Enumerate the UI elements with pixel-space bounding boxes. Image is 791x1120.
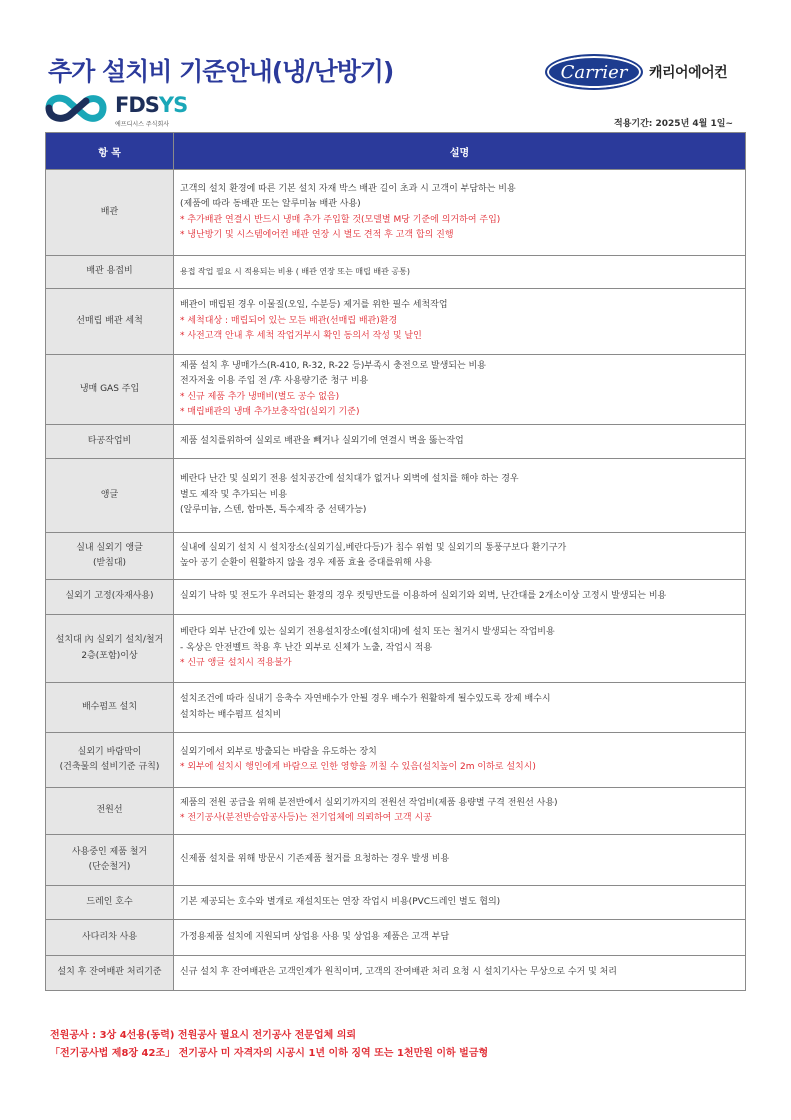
table-row bbox=[46, 256, 746, 289]
row-description bbox=[174, 956, 746, 991]
item-label-line: 사다리차 사용 bbox=[81, 931, 138, 942]
item-label-line: (받침대) bbox=[92, 558, 127, 568]
page-title: 추가 설치비 기준안내(냉/난방기) bbox=[48, 57, 394, 86]
description-line: 베란다 난간 및 실외기 전용 설치공간에 설치대가 없거나 외벽에 설치를 해야 하는 경우 bbox=[180, 474, 519, 485]
fdsys-logo bbox=[45, 91, 187, 128]
table-row bbox=[46, 956, 746, 991]
description-line: 배관이 매립된 경우 이물질(오일, 수분등) 제거를 위한 필수 세척작업 bbox=[180, 300, 448, 311]
row-item-name bbox=[46, 788, 174, 835]
carrier-logo bbox=[545, 54, 727, 90]
description-note-line: * 신규 앵글 설치시 적용불가 bbox=[180, 658, 292, 669]
item-label-line: 배수펌프 설치 bbox=[81, 701, 138, 712]
item-label-line: 실외기 바람막이 bbox=[77, 746, 142, 757]
description-note-line: * 신규 제품 추가 냉매비(별도 공수 없음) bbox=[180, 391, 340, 402]
row-item-name bbox=[46, 886, 174, 920]
row-description bbox=[174, 683, 746, 733]
description-note-line: * 추가배관 연결시 반드시 냉매 추가 주입할 것(모델별 M당 기준에 의거하여 주입) bbox=[180, 214, 501, 225]
item-label-line: 사용중인 제품 철거 bbox=[71, 846, 148, 857]
item-label-line: 냉매 GAS 주입 bbox=[79, 383, 140, 394]
description-line: 제품의 전원 공급을 위해 분전반에서 실외기까지의 전원선 작업비(제품 용량별 구격 전원선 사용) bbox=[180, 797, 558, 808]
carrier-brand-mark: Carrier bbox=[545, 54, 643, 90]
table-header-row bbox=[46, 133, 746, 170]
row-description bbox=[174, 920, 746, 956]
description-line: 제품 설치를위하여 실외로 배관을 빼거나 실외기에 연결시 벽을 뚫는작업 bbox=[180, 435, 464, 446]
table-row bbox=[46, 683, 746, 733]
row-item-name bbox=[46, 425, 174, 459]
item-label-line: (단순철거) bbox=[88, 862, 131, 872]
item-label-line: (건축물의 설비기준 규칙) bbox=[59, 762, 160, 772]
fdsys-infinity-icon bbox=[45, 91, 109, 125]
item-label-line: 전원선 bbox=[96, 805, 123, 816]
row-description bbox=[174, 886, 746, 920]
row-item-name bbox=[46, 920, 174, 956]
row-description bbox=[174, 355, 746, 425]
item-label-line: 2층(포함)이상 bbox=[81, 650, 138, 661]
row-description bbox=[174, 533, 746, 580]
fdsys-company-name: 에프디시스 주식회사 bbox=[115, 121, 170, 128]
row-description bbox=[174, 733, 746, 788]
table-row bbox=[46, 886, 746, 920]
header-item: 항 목 bbox=[46, 133, 174, 170]
description-note-line: * 전기공사(분전반승압공사등)는 전기업체에 의뢰하여 고객 시공 bbox=[180, 813, 432, 823]
description-line: 용접 작업 필요 시 적용되는 비용 ( 배관 연장 또는 매립 배관 공통) bbox=[180, 267, 410, 277]
description-line: 별도 제작 및 추가되는 비용 bbox=[180, 489, 288, 500]
description-line: 기본 제공되는 호수와 별개로 재설치또는 연장 작업시 비용(PVC드레인 별도 협의) bbox=[180, 896, 501, 907]
item-label-line: 타공작업비 bbox=[87, 435, 132, 446]
description-line: 실외기 낙하 및 전도가 우려되는 환경의 경우 컷팅반도를 이용하여 실외기와 외벽, 난간대를 2개소이상 고정시 발생되는 비용 bbox=[180, 591, 667, 602]
row-item-name bbox=[46, 459, 174, 533]
table-row bbox=[46, 459, 746, 533]
row-description bbox=[174, 289, 746, 355]
footer-note: 「전기공사법 제8장 42조」 전기공사 미 자격자의 시공시 1년 이하 징역 또는 1천만원 이하 벌금형 bbox=[50, 1048, 489, 1059]
fdsys-name: FDSYS bbox=[115, 93, 188, 117]
description-line: 설치하는 배수펌프 설치비 bbox=[180, 709, 282, 720]
row-description bbox=[174, 580, 746, 615]
item-label-line: 선매립 배관 세척 bbox=[76, 315, 143, 326]
description-line: 고객의 설치 환경에 따른 기본 설치 자재 박스 배관 길이 초과 시 고객이 부담하는 비용 bbox=[180, 183, 516, 194]
row-item-name bbox=[46, 615, 174, 683]
table-row bbox=[46, 920, 746, 956]
table-row bbox=[46, 788, 746, 835]
table-row bbox=[46, 615, 746, 683]
row-item-name bbox=[46, 533, 174, 580]
table-row bbox=[46, 425, 746, 459]
item-label-line: 드레인 호수 bbox=[86, 896, 133, 907]
description-note-line: * 세척대상 : 매립되어 있는 모든 배관(선매립 배관)환경 bbox=[180, 315, 398, 326]
description-line: 설치조건에 따라 실내기 응축수 자연배수가 안될 경우 배수가 원활하게 될수있도록 장제 배수시 bbox=[180, 694, 551, 704]
footer-notes bbox=[50, 1027, 488, 1063]
row-item-name bbox=[46, 683, 174, 733]
footer-note: 전원공사 : 3상 4선용(동력) 전원공사 필요시 전기공사 전문업체 의뢰 bbox=[50, 1030, 357, 1041]
fee-table bbox=[45, 132, 746, 991]
table-row bbox=[46, 533, 746, 580]
item-label-line: 배관 bbox=[100, 206, 119, 217]
row-item-name bbox=[46, 580, 174, 615]
header-description: 설명 bbox=[174, 133, 746, 170]
description-note-line: * 사전고객 안내 후 세척 작업거부시 확인 동의서 작성 및 날인 bbox=[180, 331, 422, 342]
row-description bbox=[174, 835, 746, 886]
description-line: 신규 설치 후 잔여배관은 고객인계가 원칙이며, 고객의 잔여배관 처리 요청 시 설치기사는 무상으로 수거 및 처리 bbox=[180, 967, 618, 978]
description-note-line: * 매립배관의 냉매 추가보충작업(실외기 기준) bbox=[180, 407, 360, 417]
row-description bbox=[174, 256, 746, 289]
description-line: 베란다 외부 난간에 있는 실외기 전용설치장소에(설치대)에 설치 또는 철거시 발생되는 작업비용 bbox=[180, 627, 555, 638]
table-row bbox=[46, 835, 746, 886]
description-line: 실외기에서 외부로 방출되는 바람을 유도하는 장치 bbox=[180, 746, 377, 757]
row-item-name bbox=[46, 733, 174, 788]
row-item-name bbox=[46, 289, 174, 355]
description-line: (알루미늄, 스텐, 함마톤, 특수제작 중 선택가능) bbox=[180, 505, 367, 516]
description-line: 실내에 실외기 설치 시 설치장소(실외기실,베란다등)가 침수 위험 및 실외기의 통풍구보다 환기구가 bbox=[180, 542, 567, 553]
application-period: 적용기간: 2025년 4월 1일~ bbox=[614, 119, 733, 129]
description-line: 전자저울 이용 주입 전 /후 사용량기준 청구 비용 bbox=[180, 376, 369, 386]
row-description bbox=[174, 459, 746, 533]
description-line: 신제품 설치를 위해 방문시 기존제품 철거를 요청하는 경우 발생 비용 bbox=[180, 854, 450, 865]
description-line: - 옥상은 안전벨트 착용 후 난간 외부로 신체가 노출, 작업시 적용 bbox=[180, 642, 433, 653]
row-description bbox=[174, 615, 746, 683]
item-label-line: 설치대 內 실외기 설치/철거 bbox=[55, 635, 164, 645]
description-note-line: * 외부에 설치시 행인에게 바람으로 인한 영향을 끼칠 수 있음(설치높이 2m 이하로 설치시) bbox=[180, 762, 536, 772]
row-item-name bbox=[46, 170, 174, 256]
description-line: (제품에 따라 동배관 또는 알루미늄 배관 사용) bbox=[180, 199, 361, 209]
table-row bbox=[46, 580, 746, 615]
carrier-korean-name: 캐리어에어컨 bbox=[649, 65, 728, 81]
description-line: 높아 공기 순환이 원활하지 않을 경우 제품 효율 증대를위해 사용 bbox=[180, 558, 432, 568]
description-note-line: * 냉난방기 및 시스템에어컨 배관 연장 시 별도 견적 후 고객 합의 진행 bbox=[180, 230, 454, 240]
table-row bbox=[46, 355, 746, 425]
row-item-name bbox=[46, 835, 174, 886]
table-row bbox=[46, 289, 746, 355]
row-item-name bbox=[46, 956, 174, 991]
row-item-name bbox=[46, 256, 174, 289]
item-label-line: 설치 후 잔여배관 처리기준 bbox=[57, 967, 162, 978]
row-description bbox=[174, 788, 746, 835]
item-label-line: 앵글 bbox=[100, 489, 119, 500]
row-item-name bbox=[46, 355, 174, 425]
item-label-line: 배관 용접비 bbox=[86, 266, 133, 277]
row-description bbox=[174, 425, 746, 459]
description-line: 제품 설치 후 냉매가스(R-410, R-32, R-22 등)부족시 충전으로 발생되는 비용 bbox=[180, 360, 486, 371]
row-description bbox=[174, 170, 746, 256]
table-row bbox=[46, 733, 746, 788]
item-label-line: 실내 실외기 앵글 bbox=[76, 542, 143, 553]
table-row bbox=[46, 170, 746, 256]
description-line: 가정용제품 설치에 지원되며 상업용 사용 및 상업용 제품은 고객 부담 bbox=[180, 931, 450, 942]
item-label-line: 실외기 고정(자재사용) bbox=[65, 591, 154, 602]
